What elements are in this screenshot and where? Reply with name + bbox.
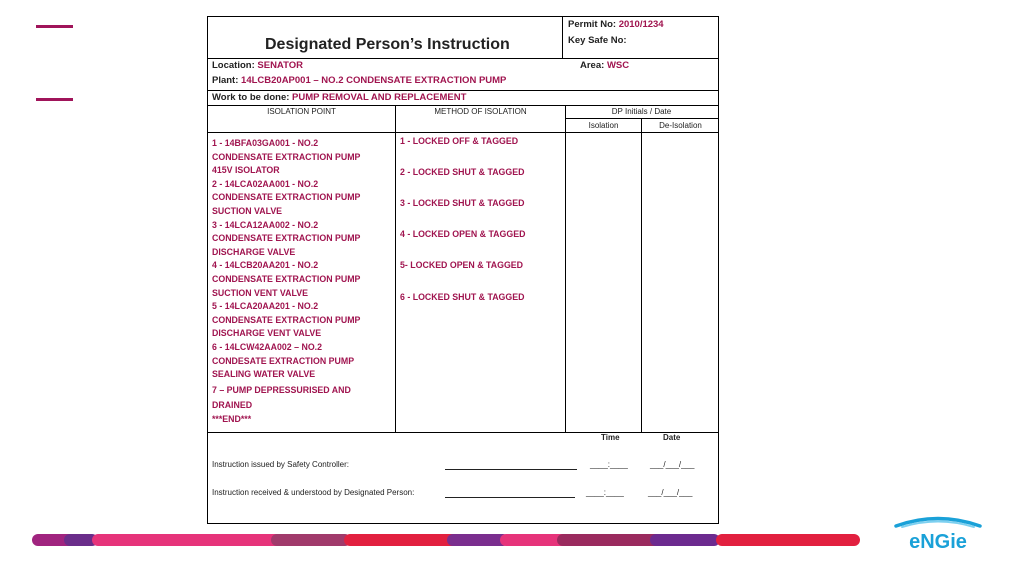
brand-bar-segment (92, 534, 292, 546)
list-item: 415V ISOLATOR (212, 165, 280, 176)
issued-date-field[interactable]: ___/___/___ (650, 460, 695, 469)
method-item: 6 - LOCKED SHUT & TAGGED (400, 292, 525, 302)
list-item: CONDENSATE EXTRACTION PUMP (212, 314, 361, 325)
list-item: 5 - 14LCA20AA201 - NO.2 (212, 301, 319, 312)
brand-bar-segment (650, 534, 720, 546)
permit-number: Permit No: 2010/1234 (568, 19, 664, 30)
list-item: CONDENSATE EXTRACTION PUMP (212, 233, 361, 244)
brand-bar-segment (716, 534, 860, 546)
dp-instruction-form (207, 16, 719, 524)
engie-logo (888, 513, 988, 553)
received-by-signature-field[interactable] (445, 488, 575, 498)
method-item: 1 - LOCKED OFF & TAGGED (400, 136, 519, 146)
method-item: 5- LOCKED OPEN & TAGGED (400, 260, 524, 270)
issued-by-signature-field[interactable] (445, 460, 577, 470)
issued-time-field[interactable]: ____:____ (590, 460, 628, 469)
list-item: ***END*** (212, 413, 252, 424)
method-item: 4 - LOCKED OPEN & TAGGED (400, 229, 526, 239)
list-item: DRAINED (212, 400, 253, 411)
area-field: Area: WSC (580, 60, 630, 71)
list-item: 1 - 14BFA03GA001 - NO.2 (212, 138, 319, 148)
time-label: Time (601, 433, 620, 442)
location-field: Location: SENATOR (212, 60, 303, 71)
list-item: CONDESATE EXTRACTION PUMP (212, 355, 355, 366)
list-item: DISCHARGE VENT VALVE (212, 328, 322, 339)
header-deisolation: De-Isolation (659, 121, 702, 130)
list-item: CONDENSATE EXTRACTION PUMP (212, 273, 361, 284)
plant-field: Plant: 14LCB20AP001 – NO.2 CONDENSATE EXTRACTION PUMP (212, 75, 507, 86)
list-item: CONDENSATE EXTRACTION PUMP (212, 151, 361, 162)
list-item: 2 - 14LCA02AA001 - NO.2 (212, 178, 319, 189)
decorative-line-bottom (36, 98, 73, 101)
issued-by-label: Instruction issued by Safety Controller: (212, 460, 349, 469)
header-isolation-point: ISOLATION POINT (267, 107, 336, 116)
isolation-points-list (212, 137, 394, 426)
header-dp-initials: DP Initials / Date (611, 107, 672, 116)
header-isolation: Isolation (588, 121, 619, 130)
list-item: CONDENSATE EXTRACTION PUMP (212, 192, 361, 203)
brand-bar-segment (344, 534, 464, 546)
logo-text: eNGie (909, 531, 967, 553)
work-to-be-done-field: Work to be done: PUMP REMOVAL AND REPLACEMENT (212, 92, 467, 103)
list-item: 7 – PUMP DEPRESSURISED AND (212, 384, 351, 395)
decorative-line-top (36, 25, 73, 28)
list-item: SUCTION VENT VALVE (212, 287, 308, 298)
key-safe-number: Key Safe No: (568, 35, 627, 46)
date-label: Date (663, 433, 681, 442)
list-item: 6 - 14LCW42AA002 – NO.2 (212, 341, 323, 352)
list-item: DISCHARGE VALVE (212, 246, 296, 257)
method-item: 2 - LOCKED SHUT & TAGGED (400, 167, 525, 177)
list-item: SEALING WATER VALVE (212, 369, 316, 380)
list-item: 3 - 14LCA12AA002 - NO.2 (212, 219, 319, 230)
received-time-field[interactable]: ____:____ (586, 488, 624, 497)
list-item: SUCTION VALVE (212, 205, 283, 216)
header-method: METHOD OF ISOLATION (434, 107, 527, 116)
form-title: Designated Person’s Instruction (265, 36, 510, 53)
list-item: 4 - 14LCB20AA201 - NO.2 (212, 260, 319, 271)
brand-bar-segment (271, 534, 351, 546)
method-item: 3 - LOCKED SHUT & TAGGED (400, 198, 525, 208)
received-date-field[interactable]: ___/___/___ (648, 488, 693, 497)
received-by-label: Instruction received & understood by Designated Person: (212, 488, 415, 497)
